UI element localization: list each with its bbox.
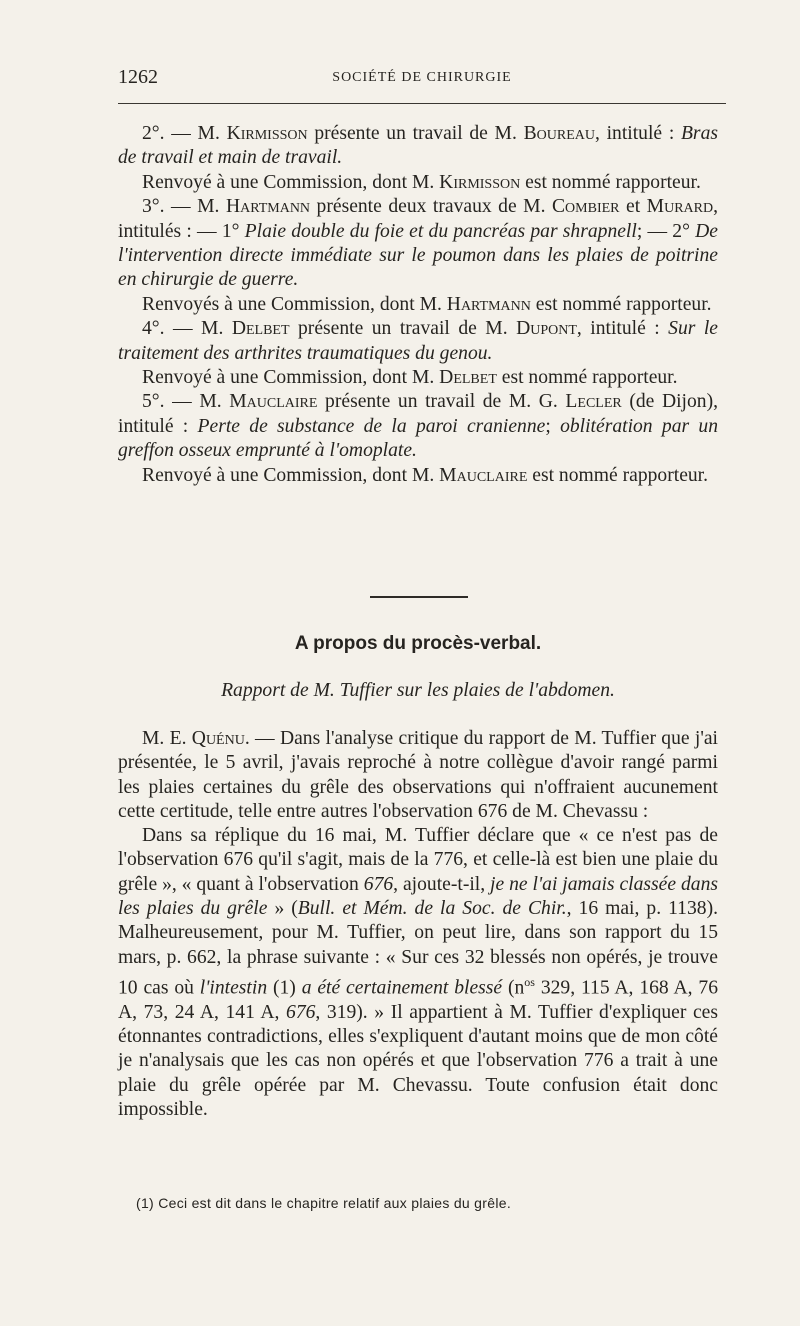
text: Renvoyé à une Commission, dont M.: [142, 464, 440, 486]
text: M. E.: [142, 728, 192, 749]
running-head: SOCIÉTÉ DE CHIRURGIE: [332, 70, 512, 85]
text: — M.: [164, 123, 227, 144]
text: présente deux travaux de M.: [310, 196, 552, 218]
text: , ajoute-t-il,: [393, 873, 491, 895]
entry-2: [118, 122, 718, 171]
italic-text: 676: [363, 873, 394, 895]
item-number: 2°: [672, 220, 690, 242]
footnote-ref[interactable]: (1): [267, 977, 302, 999]
header-rule: [118, 103, 726, 104]
text: — M.: [164, 391, 230, 413]
referral-4: [118, 366, 718, 390]
text: Renvoyé à une Commission, dont M.: [142, 171, 440, 193]
text: 329, 115 A, 168 A, 76 A, 73, 24 A, 141 A,: [118, 977, 718, 1023]
rapporteur-name: Delbet: [439, 367, 497, 389]
text: — M.: [164, 318, 232, 340]
text: et: [619, 196, 647, 218]
text: , intitulé :: [576, 318, 669, 340]
work-title: Perte de substance de la paroi cranienne: [197, 415, 546, 437]
text: » (: [267, 898, 298, 920]
text: présente un travail de M. G.: [317, 391, 566, 413]
text: . — Dans l'analyse critique du rapport de M. Tuffier que j'ai présentée, le 5 avril, j'avais reproché à notre collègue d'avoir rangé parmi les plaies certaines du grêle des observations qui n'offraient aucunement cette certitude, telle entre autres l'observation 676 de M. Chevassu :: [118, 728, 718, 822]
work-title: Bras de travail et main de travail.: [118, 123, 718, 169]
page-number: 1262: [118, 66, 158, 88]
work-title: Plaie double du foie et du pancréas par shrapnell: [239, 220, 637, 242]
correspondence-section: [118, 122, 718, 488]
entry-3: [118, 195, 718, 293]
entry-number: 4°.: [142, 318, 165, 340]
text: — M.: [164, 196, 226, 218]
text: est nommé rapporteur.: [527, 464, 709, 486]
work-title: Sur le traitement des arthrites traumatiques du genou.: [118, 318, 718, 364]
text: ; —: [636, 220, 673, 242]
report-paragraph-1: [118, 727, 718, 824]
referral-3: [118, 293, 718, 317]
text: est nommé rapporteur.: [530, 293, 712, 315]
italic-text: je ne l'ai jamais classée dans les plaies du grêle: [118, 873, 718, 920]
report-discussion: [118, 727, 718, 1122]
text: présente un travail de M.: [289, 318, 517, 340]
italic-text: 676: [286, 1001, 316, 1023]
referral-5: [118, 464, 718, 488]
entry-5: [118, 390, 718, 463]
italic-text: l'intestin: [199, 977, 268, 999]
footnote: (1) Ceci est dit dans le chapitre relatif aux plaies du grêle.: [136, 1195, 512, 1211]
rapporteur-name: Hartmann: [446, 293, 531, 315]
entry-number: 2°.: [142, 123, 165, 144]
citation: Bull. et Mém. de la Soc. de Chir.: [297, 898, 567, 920]
author-name: Lecler: [565, 391, 622, 413]
author-name: Boureau: [523, 123, 595, 144]
entry-4: [118, 317, 718, 366]
report-paragraph-2: [118, 824, 718, 1122]
section-title: A propos du procès-verbal.: [294, 633, 542, 654]
text: est nommé rapporteur.: [496, 367, 678, 389]
rapporteur-name: Kirmisson: [439, 171, 521, 193]
author-name: Murard: [646, 196, 714, 218]
page-header: [118, 66, 726, 90]
work-title: De l'intervention directe immédiate sur le poumon dans les plaies de poitrine en chirurgie de guerre.: [118, 220, 718, 291]
text: , intitulés : —: [118, 196, 718, 242]
superscript: os: [524, 974, 535, 989]
text: (de Dijon), intitulé :: [118, 391, 719, 437]
author-name: Combier: [551, 196, 620, 218]
author-name: Mauclaire: [229, 391, 318, 413]
text: est nommé rapporteur.: [520, 171, 701, 193]
text: Dans sa réplique du 16 mai, M. Tuffier déclare que « ce n'est pas de l'observation 676 qu'il s'agit, mais de la 776, et celle-là est bien une plaie du grêle », « quant à l'observation: [118, 825, 718, 895]
section-subtitle: Rapport de M. Tuffier sur les plaies de l'abdomen.: [221, 680, 615, 701]
referral-2: [118, 171, 718, 195]
entry-number: 3°.: [142, 196, 165, 218]
author-name: Kirmisson: [226, 123, 308, 144]
work-title: oblitération par un greffon osseux emprunté à l'omoplate.: [118, 415, 719, 462]
text: Renvoyés à une Commission, dont M.: [142, 293, 447, 315]
speaker-name: Quénu: [191, 728, 245, 749]
text: (n: [502, 977, 525, 999]
text: ;: [545, 415, 561, 437]
text: , intitulé :: [595, 123, 681, 144]
author-name: Hartmann: [225, 196, 311, 218]
text: , 319). » Il appartient à M. Tuffier d'expliquer ces étonnantes contradictions, elles s'expliquent d'autant moins que de mon côté je n'analysais que les cas non opérés et que l'observation 776 a trait à une plaie du grêle opérée par M. Chevassu. Toute confusion était donc impossible.: [118, 1001, 718, 1120]
item-number: 1°: [221, 220, 240, 242]
rapporteur-name: Mauclaire: [439, 464, 528, 486]
text: , 16 mai, p. 1138). Malheureusement, pour M. Tuffier, on peut lire, dans son rapport du 15 mars, p. 662, la phrase suivante : « Sur ces 32 blessés non opérés, je trouve 10 cas où: [118, 898, 718, 999]
text: Renvoyé à une Commission, dont M.: [142, 367, 440, 389]
author-name: Dupont: [516, 318, 577, 340]
text: présente un travail de M.: [307, 123, 524, 144]
author-name: Delbet: [231, 318, 290, 340]
entry-number: 5°.: [142, 391, 165, 413]
italic-text: a été certainement blessé: [301, 977, 503, 999]
section-separator: [370, 596, 468, 598]
